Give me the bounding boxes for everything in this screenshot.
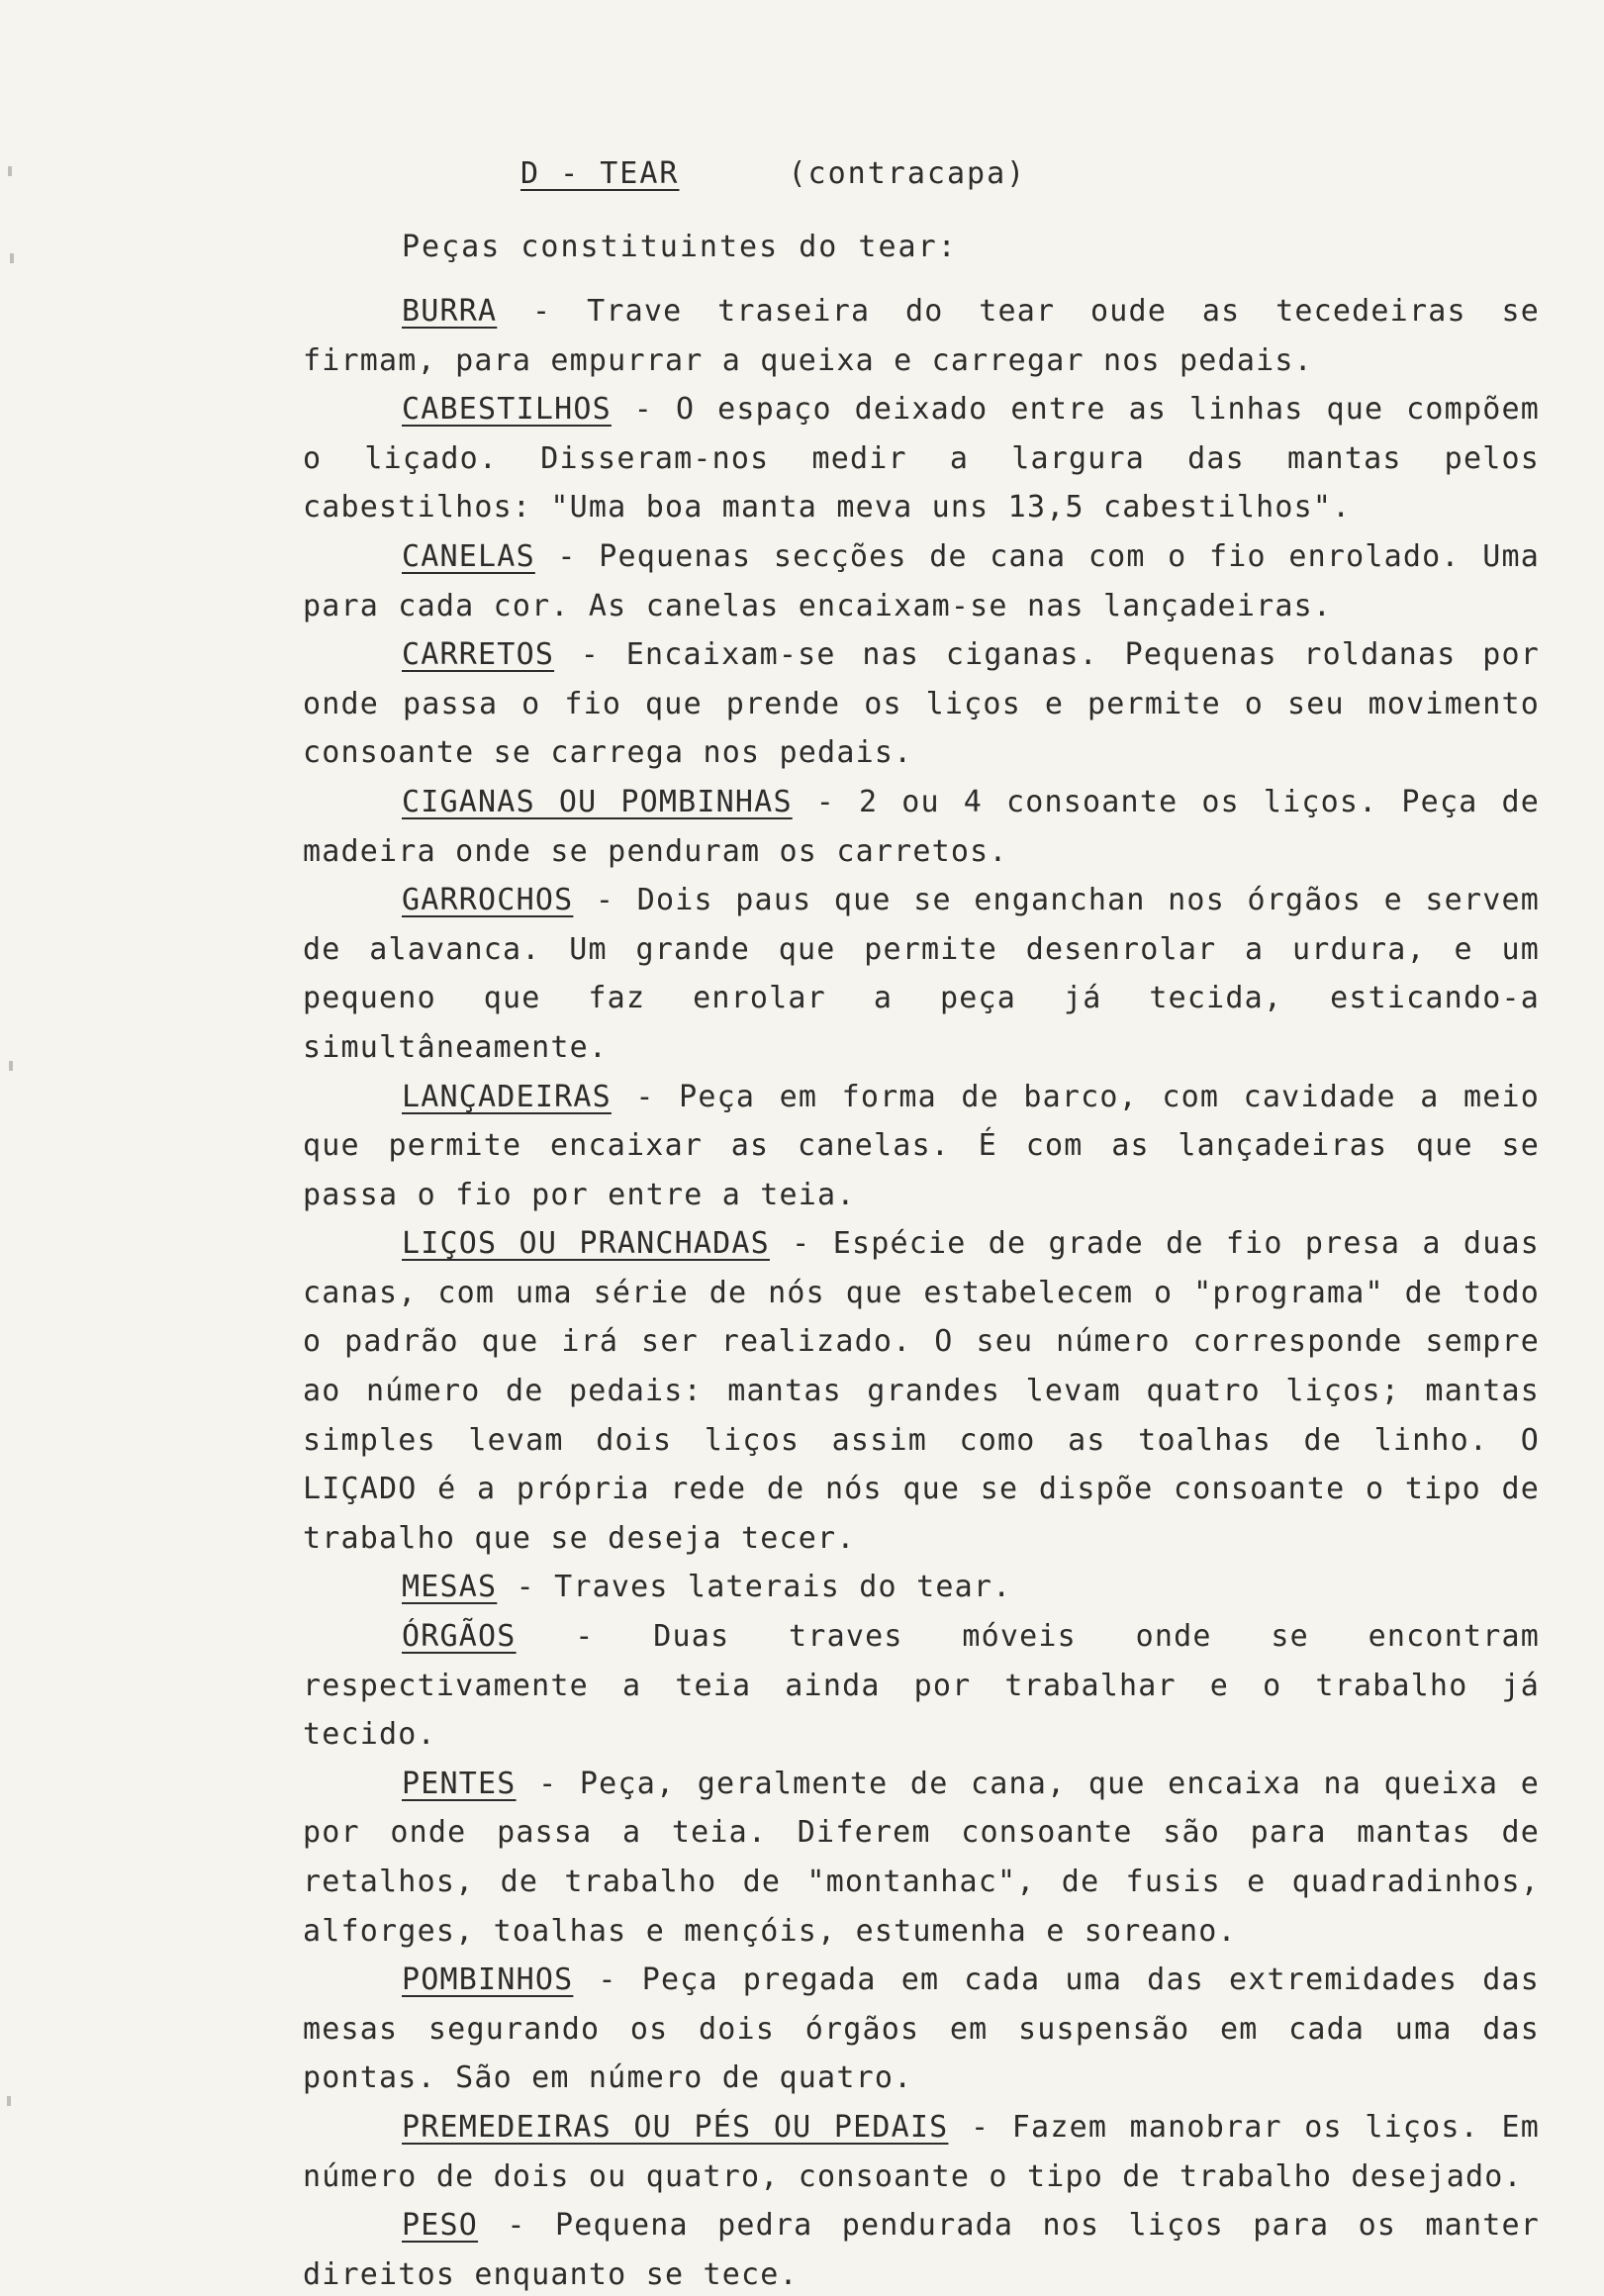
glossary-term: PESO (402, 2208, 479, 2244)
glossary-entry (303, 1563, 1540, 1612)
glossary-entry (303, 2201, 1540, 2296)
glossary-definition: - Traves laterais do tear. (497, 1570, 1012, 1605)
glossary-definition: - Espécie de grade de fio presa a duas canas, com uma série de nós que estabelecem o "programa" de todo o padrão que irá ser realizado. O seu número corresponde sempre ao número de pedais: mantas grandes levam quatro liços; mantas simples levam dois liços assim como as toalhas de linho. O LIÇADO é a própria rede de nós que se dispõe consoante o tipo de trabalho que se deseja tecer. (303, 1226, 1540, 1556)
glossary-body (303, 287, 1540, 2296)
glossary-definition: - O espaço deixado entre as linhas que compõem o liçado. Disseram-nos medir a largura das mantas pelos cabestilhos: "Uma boa manta meva uns 13,5 cabestilhos". (303, 392, 1540, 526)
margin-mark (8, 166, 12, 176)
glossary-definition: - Duas traves móveis onde se encontram respectivamente a teia ainda por trabalhar e o trabalho já tecido. (303, 1619, 1540, 1753)
glossary-entry (303, 1760, 1540, 1956)
glossary-definition: - Peça em forma de barco, com cavidade a meio que permite encaixar as canelas. É com as lançadeiras que se passa o fio por entre a teia. (303, 1079, 1540, 1212)
glossary-definition: - Peça, geralmente de cana, que encaixa na queixa e por onde passa a teia. Diferem consoante são para mantas de retalhos, de trabalho de "montanhac", de fusis e quadradinhos, alforges, toalhas e mençóis, estumenha e soreano. (303, 1766, 1540, 1949)
glossary-term: PREMEDEIRAS OU PÉS OU PEDAIS (402, 2109, 949, 2145)
glossary-entry (303, 2103, 1540, 2201)
glossary-term: CANELAS (402, 538, 535, 574)
glossary-term: CABESTILHOS (402, 392, 612, 428)
glossary-entry (303, 630, 1540, 778)
glossary-entry (303, 1956, 1540, 2103)
glossary-term: CIGANAS OU POMBINHAS (402, 784, 793, 819)
heading-subtitle: (contracapa) (788, 156, 1027, 191)
section-heading (520, 156, 1026, 191)
glossary-entry (303, 876, 1540, 1072)
glossary-term: MESAS (402, 1570, 498, 1605)
glossary-entry (303, 1612, 1540, 1760)
glossary-definition: - 2 ou 4 consoante os liços. Peça de madeira onde se penduram os carretos. (303, 784, 1540, 869)
glossary-definition: - Fazem manobrar os liços. Em número de dois ou quatro, consoante o tipo de trabalho desejado. (303, 2109, 1540, 2194)
glossary-term: BURRA (402, 294, 498, 329)
glossary-entry (303, 287, 1540, 385)
glossary-term: CARRETOS (402, 637, 555, 673)
intro-text: Peças constituintes do tear: (402, 230, 958, 264)
margin-mark (10, 253, 14, 263)
glossary-term: POMBINHOS (402, 1962, 574, 1998)
glossary-entry (303, 778, 1540, 876)
glossary-definition: - Dois paus que se enganchan nos órgãos e servem de alavanca. Um grande que permite desenrolar a urdura, e um pequeno que faz enrolar a peça já tecida, esticando-a simultâneamente. (303, 883, 1540, 1065)
glossary-entry (303, 532, 1540, 630)
margin-mark (7, 2096, 11, 2106)
glossary-term: LANÇADEIRAS (402, 1079, 612, 1114)
glossary-term: ÓRGÃOS (402, 1619, 517, 1655)
glossary-entry (303, 385, 1540, 532)
glossary-definition: - Pequenas secções de cana com o fio enrolado. Uma para cada cor. As canelas encaixam-se nas lançadeiras. (303, 538, 1540, 623)
glossary-entry (303, 1073, 1540, 1220)
margin-mark (9, 1061, 13, 1071)
glossary-definition: - Trave traseira do tear oude as tecedeiras se firmam, para empurrar a queixa e carregar nos pedais. (303, 294, 1540, 378)
glossary-term: PENTES (402, 1766, 517, 1801)
glossary-entry (303, 1219, 1540, 1563)
glossary-term: LIÇOS OU PRANCHADAS (402, 1226, 770, 1262)
glossary-definition: - Peça pregada em cada uma das extremidades das mesas segurando os dois órgãos em suspensão em cada uma das pontas. São em número de quatro. (303, 1962, 1540, 2096)
glossary-definition: - Encaixam-se nas ciganas. Pequenas roldanas por onde passa o fio que prende os liços e permite o seu movimento consoante se carrega nos pedais. (303, 637, 1540, 771)
glossary-definition: - Pequena pedra pendurada nos liços para os manter direitos enquanto se tece. (303, 2208, 1540, 2292)
heading-label: D - TEAR (520, 156, 680, 191)
glossary-term: GARROCHOS (402, 883, 574, 918)
